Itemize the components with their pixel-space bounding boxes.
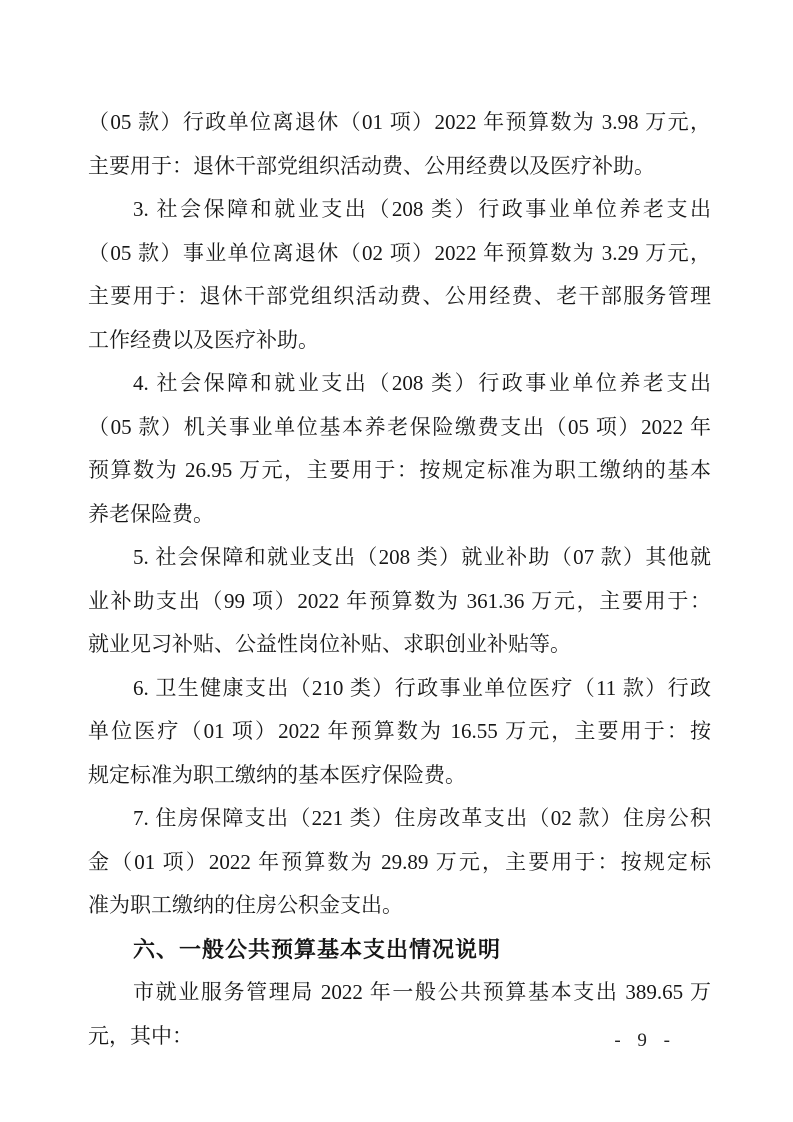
body-text-line: 市就业服务管理局 2022 年一般公共预算基本支出 389.65 万 [133,980,711,1004]
document-body [88,101,711,1058]
body-paragraph [88,536,711,667]
body-text-line: 主要用于：退休干部党组织活动费、公用经费以及医疗补助。 [88,153,655,178]
body-text-line: 单位医疗（01 项）2022 年预算数为 16.55 万元，主要用于：按 [88,719,711,743]
body-paragraph [88,188,711,362]
body-paragraph [88,101,711,188]
body-text-line: 规定标准为职工缴纳的基本医疗保险费。 [88,762,466,787]
body-text-line: 4. 社会保障和就业支出（208 类）行政事业单位养老支出 [133,371,711,395]
page-number: - 9 - [614,1030,676,1051]
body-text-line: 5. 社会保障和就业支出（208 类）就业补助（07 款）其他就 [133,545,711,569]
body-text-line: 7. 住房保障支出（221 类）住房改革支出（02 款）住房公积 [133,806,711,830]
body-text-line: 业补助支出（99 项）2022 年预算数为 361.36 万元，主要用于： [88,588,711,613]
body-text-line: 准为职工缴纳的住房公积金支出。 [88,893,403,917]
body-text-line: 养老保险费。 [88,501,214,526]
body-paragraph [88,362,711,536]
body-text-line: 主要用于：退休干部党组织活动费、公用经费、老干部服务管理 [88,284,711,308]
body-paragraph [88,667,711,798]
page-footer [0,1030,793,1052]
body-text-line: 就业见习补贴、公益性岗位补贴、求职创业补贴等。 [88,632,571,656]
body-text-line: 6. 卫生健康支出（210 类）行政事业单位医疗（11 款）行政 [133,675,711,700]
body-text-line: （05 款）事业单位离退休（02 项）2022 年预算数为 3.29 万元， [88,240,711,265]
body-text-line: 预算数为 26.95 万元，主要用于：按规定标准为职工缴纳的基本 [88,458,711,482]
body-text-line: 3. 社会保障和就业支出（208 类）行政事业单位养老支出 [133,197,711,221]
section-heading [88,928,711,972]
body-text-line: 工作经费以及医疗补助。 [88,327,319,352]
body-paragraph [88,797,711,928]
body-text-line: （05 款）行政单位离退休（01 项）2022 年预算数为 3.98 万元， [88,110,711,134]
body-text-line: 金（01 项）2022 年预算数为 29.89 万元，主要用于：按规定标 [88,849,711,874]
heading-text-line: 六、一般公共预算基本支出情况说明 [133,936,502,962]
body-text-line: 元，其中： [88,1023,193,1048]
body-text-line: （05 款）机关事业单位基本养老保险缴费支出（05 项）2022 年 [88,414,711,439]
